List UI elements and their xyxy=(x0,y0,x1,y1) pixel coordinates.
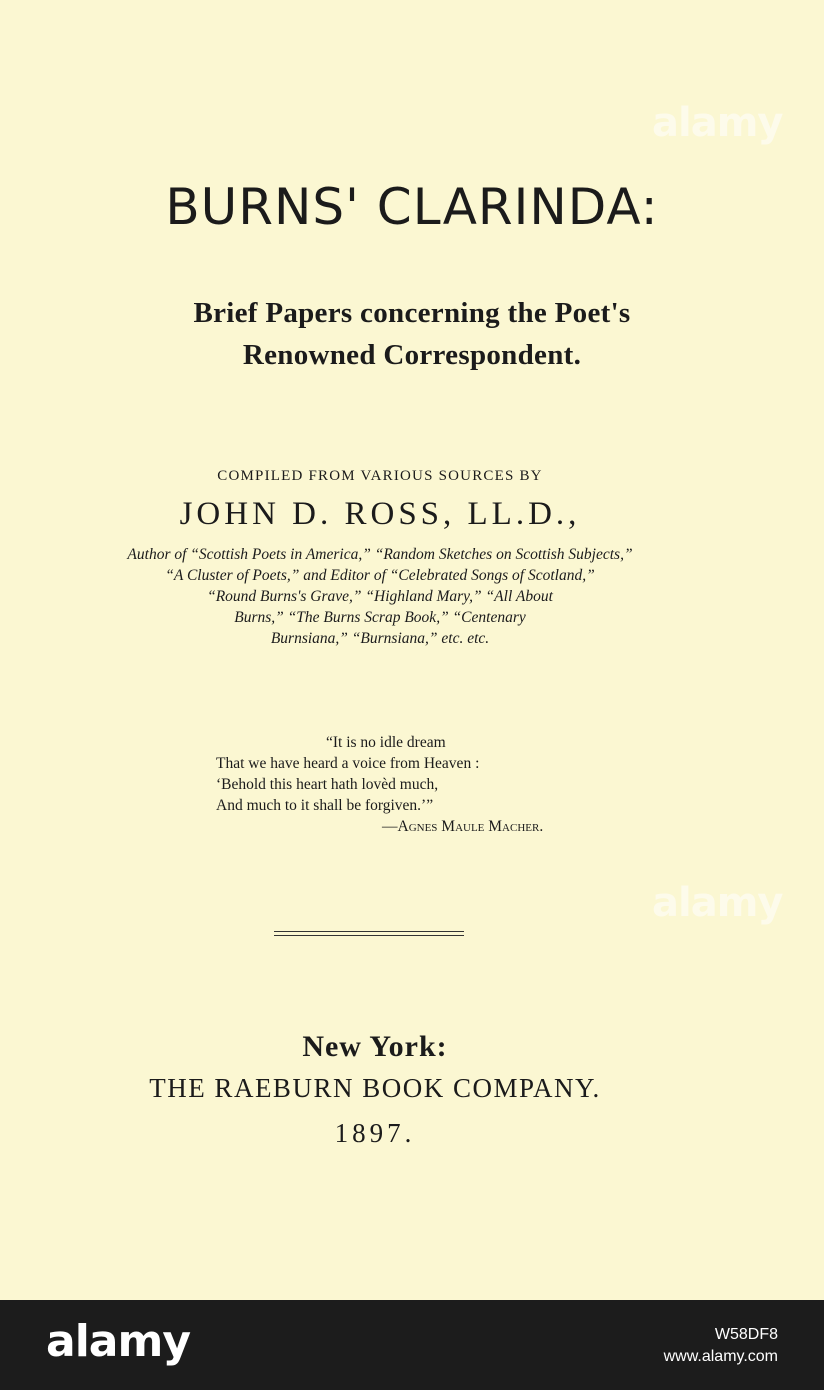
author-credits xyxy=(0,544,760,649)
credits-line: “A Cluster of Poets,” and Editor of “Celebrated Songs of Scotland,” xyxy=(165,567,595,584)
publication-year: 1897. xyxy=(334,1118,416,1148)
watermark-middle: alamy xyxy=(652,880,783,926)
subtitle-line: Renowned Correspondent. xyxy=(242,339,582,371)
author-name: JOHN D. ROSS, LL.D., xyxy=(179,496,581,532)
book-subtitle xyxy=(0,292,824,376)
stock-footer-bar xyxy=(0,1300,824,1390)
image-id: W58DF8 xyxy=(714,1326,778,1343)
epigraph xyxy=(216,732,543,837)
epigraph-line: And much to it shall be forgiven.’” xyxy=(216,797,434,814)
alamy-logo: alamy xyxy=(46,1316,190,1367)
book-title: BURNS' CLARINDA: xyxy=(165,178,659,236)
image-id-block xyxy=(664,1324,778,1368)
epigraph-line: That we have heard a voice from Heaven : xyxy=(216,755,480,772)
credits-line: Burnsiana,” “Burnsiana,” etc. etc. xyxy=(270,630,490,647)
site-url: www.alamy.com xyxy=(663,1348,778,1365)
publisher-name: THE RAEBURN BOOK COMPANY. xyxy=(149,1073,601,1103)
credits-line: Burns,” “The Burns Scrap Book,” “Centenary xyxy=(234,609,526,626)
credits-line: Author of “Scottish Poets in America,” “Random Sketches on Scottish Subjects,” xyxy=(127,546,633,563)
epigraph-line: “It is no idle dream xyxy=(326,734,446,751)
publication-place: New York: xyxy=(302,1030,448,1063)
credits-line: “Round Burns's Grave,” “Highland Mary,” “All About xyxy=(207,588,553,605)
compiled-by-line: COMPILED FROM VARIOUS SOURCES BY xyxy=(217,468,543,484)
watermark-top: alamy xyxy=(652,100,783,146)
subtitle-line: Brief Papers concerning the Poet's xyxy=(193,297,631,329)
epigraph-line: ‘Behold this heart hath lovèd much, xyxy=(216,776,439,793)
double-rule-divider xyxy=(274,931,464,936)
epigraph-attribution: —Agnes Maule Macher. xyxy=(382,818,544,835)
